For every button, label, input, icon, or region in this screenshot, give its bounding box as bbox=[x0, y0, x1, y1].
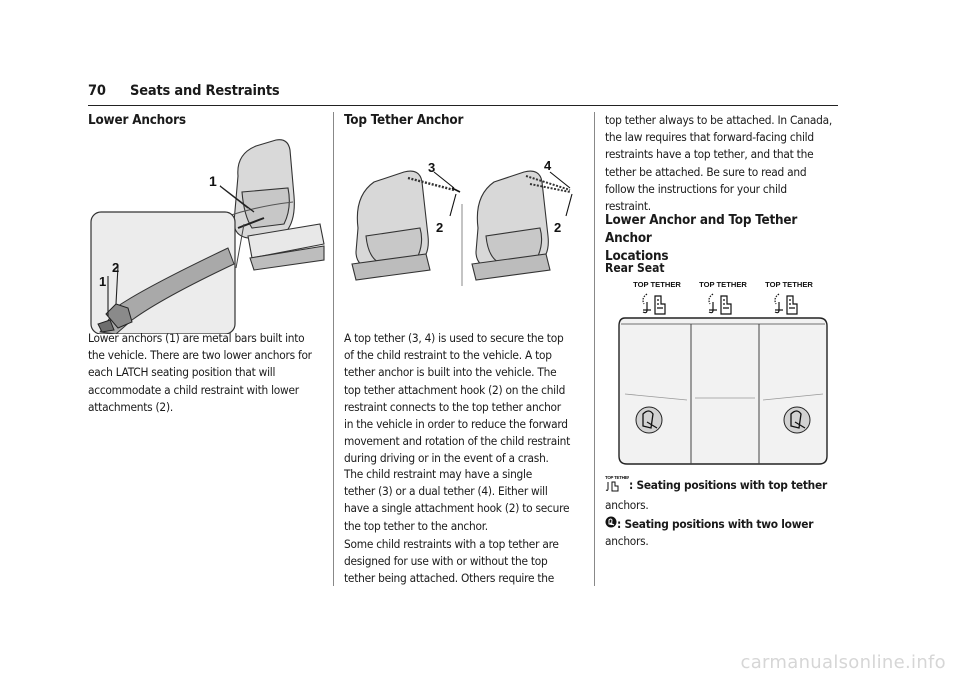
column-lower-anchors bbox=[88, 112, 328, 414]
top-tether-icon bbox=[643, 294, 665, 314]
lower-anchor-legend-icon bbox=[605, 516, 617, 533]
text-line: of the child restraint to the vehicle. A top bbox=[344, 348, 552, 363]
callout-1-inset: 1 bbox=[99, 274, 107, 289]
column-top-tether bbox=[344, 112, 584, 586]
text-line: The child restraint may have a single bbox=[344, 467, 533, 481]
column-divider bbox=[594, 112, 595, 586]
legend-lower-anchors bbox=[605, 516, 841, 551]
text-line: each LATCH seating position that will bbox=[88, 365, 276, 380]
text-line: tether (3) or a dual tether (4). Either will bbox=[344, 484, 548, 499]
callout-2-single: 2 bbox=[436, 220, 444, 235]
callout-3: 3 bbox=[428, 160, 436, 175]
text-line: the top tether to the anchor. bbox=[344, 518, 488, 533]
lower-anchors-illustration bbox=[88, 136, 328, 334]
lower-anchor-icon-right bbox=[784, 407, 810, 433]
top-tether-label-center: TOP TETHER bbox=[699, 280, 747, 289]
top-tether-paragraph-3 bbox=[344, 536, 584, 588]
top-tether-paragraph-2 bbox=[344, 466, 584, 535]
page-number: 70 bbox=[88, 83, 106, 99]
text-line: movement and rotation of the child restraint bbox=[344, 434, 571, 449]
text-line: during driving or in the event of a crash. bbox=[344, 451, 549, 466]
text-line: restraints have a top tether, and that the bbox=[605, 147, 814, 162]
watermark: carmanualsonline.info bbox=[740, 652, 946, 673]
lower-anchors-heading: Lower Anchors bbox=[88, 113, 186, 128]
legend-text-line: : Seating positions with top tether bbox=[629, 478, 827, 493]
text-line: tether anchor is built into the vehicle. The bbox=[344, 365, 557, 380]
top-tether-paragraph-1 bbox=[344, 330, 584, 468]
text-line: top tether attachment hook (2) on the child bbox=[344, 382, 566, 397]
legend-top-tether bbox=[605, 474, 841, 514]
rear-seat-diagram bbox=[605, 280, 841, 466]
text-line: Some child restraints with a top tether are bbox=[344, 537, 559, 551]
text-line: the law requires that forward-facing child bbox=[605, 130, 814, 145]
top-tether-legend-icon bbox=[605, 474, 629, 497]
text-line: top tether always to be attached. In Canada, bbox=[605, 113, 832, 127]
callout-2-inset: 2 bbox=[112, 260, 120, 275]
section-title: Seats and Restraints bbox=[130, 83, 280, 99]
text-line: tether be attached. Be sure to read and bbox=[605, 164, 807, 179]
page-header bbox=[88, 83, 838, 106]
text-line: accommodate a child restraint with lower bbox=[88, 382, 299, 397]
continued-paragraph bbox=[605, 112, 841, 215]
top-tether-heading: Top Tether Anchor bbox=[344, 113, 464, 128]
rear-seat-subheading: Rear Seat bbox=[605, 261, 665, 275]
text-line: have a single attachment hook (2) to secure bbox=[344, 501, 570, 516]
callout-2-dual: 2 bbox=[554, 220, 562, 235]
heading-line: Lower Anchor and Top Tether Anchor bbox=[605, 213, 798, 246]
text-line: Lower anchors (1) are metal bars built into bbox=[88, 331, 305, 345]
text-line: designed for use with or without the top bbox=[344, 554, 548, 569]
legend-icon-caption: TOP TETHER bbox=[605, 475, 629, 480]
text-line: A top tether (3, 4) is used to secure the top bbox=[344, 331, 564, 345]
legend-text-line: : Seating positions with two lower bbox=[617, 517, 814, 532]
text-line: tether being attached. Others require the bbox=[344, 571, 555, 586]
lower-anchors-paragraph bbox=[88, 330, 328, 416]
text-line: attachments (2). bbox=[88, 399, 173, 414]
column-divider bbox=[333, 112, 334, 586]
top-tether-label-left: TOP TETHER bbox=[633, 280, 681, 289]
lower-anchor-icon-left bbox=[636, 407, 662, 433]
top-tether-label-right: TOP TETHER bbox=[765, 280, 813, 289]
text-line: restraint connects to the top tether anchor bbox=[344, 399, 561, 414]
legend-text-line: anchors. bbox=[605, 534, 649, 549]
callout-1-upper: 1 bbox=[209, 173, 217, 189]
legend-text-line: anchors. bbox=[605, 498, 649, 513]
text-line: follow the instructions for your child bbox=[605, 181, 787, 196]
callout-4: 4 bbox=[544, 158, 552, 173]
heading-line: Locations bbox=[605, 249, 669, 264]
text-line: the vehicle. There are two lower anchors for bbox=[88, 348, 312, 363]
top-tether-icon bbox=[775, 294, 797, 314]
text-line: restraint. bbox=[605, 199, 651, 214]
top-tether-icon bbox=[709, 294, 731, 314]
locations-heading bbox=[605, 212, 841, 266]
text-line: in the vehicle in order to reduce the forward bbox=[344, 417, 568, 432]
top-tether-illustration bbox=[344, 158, 584, 288]
